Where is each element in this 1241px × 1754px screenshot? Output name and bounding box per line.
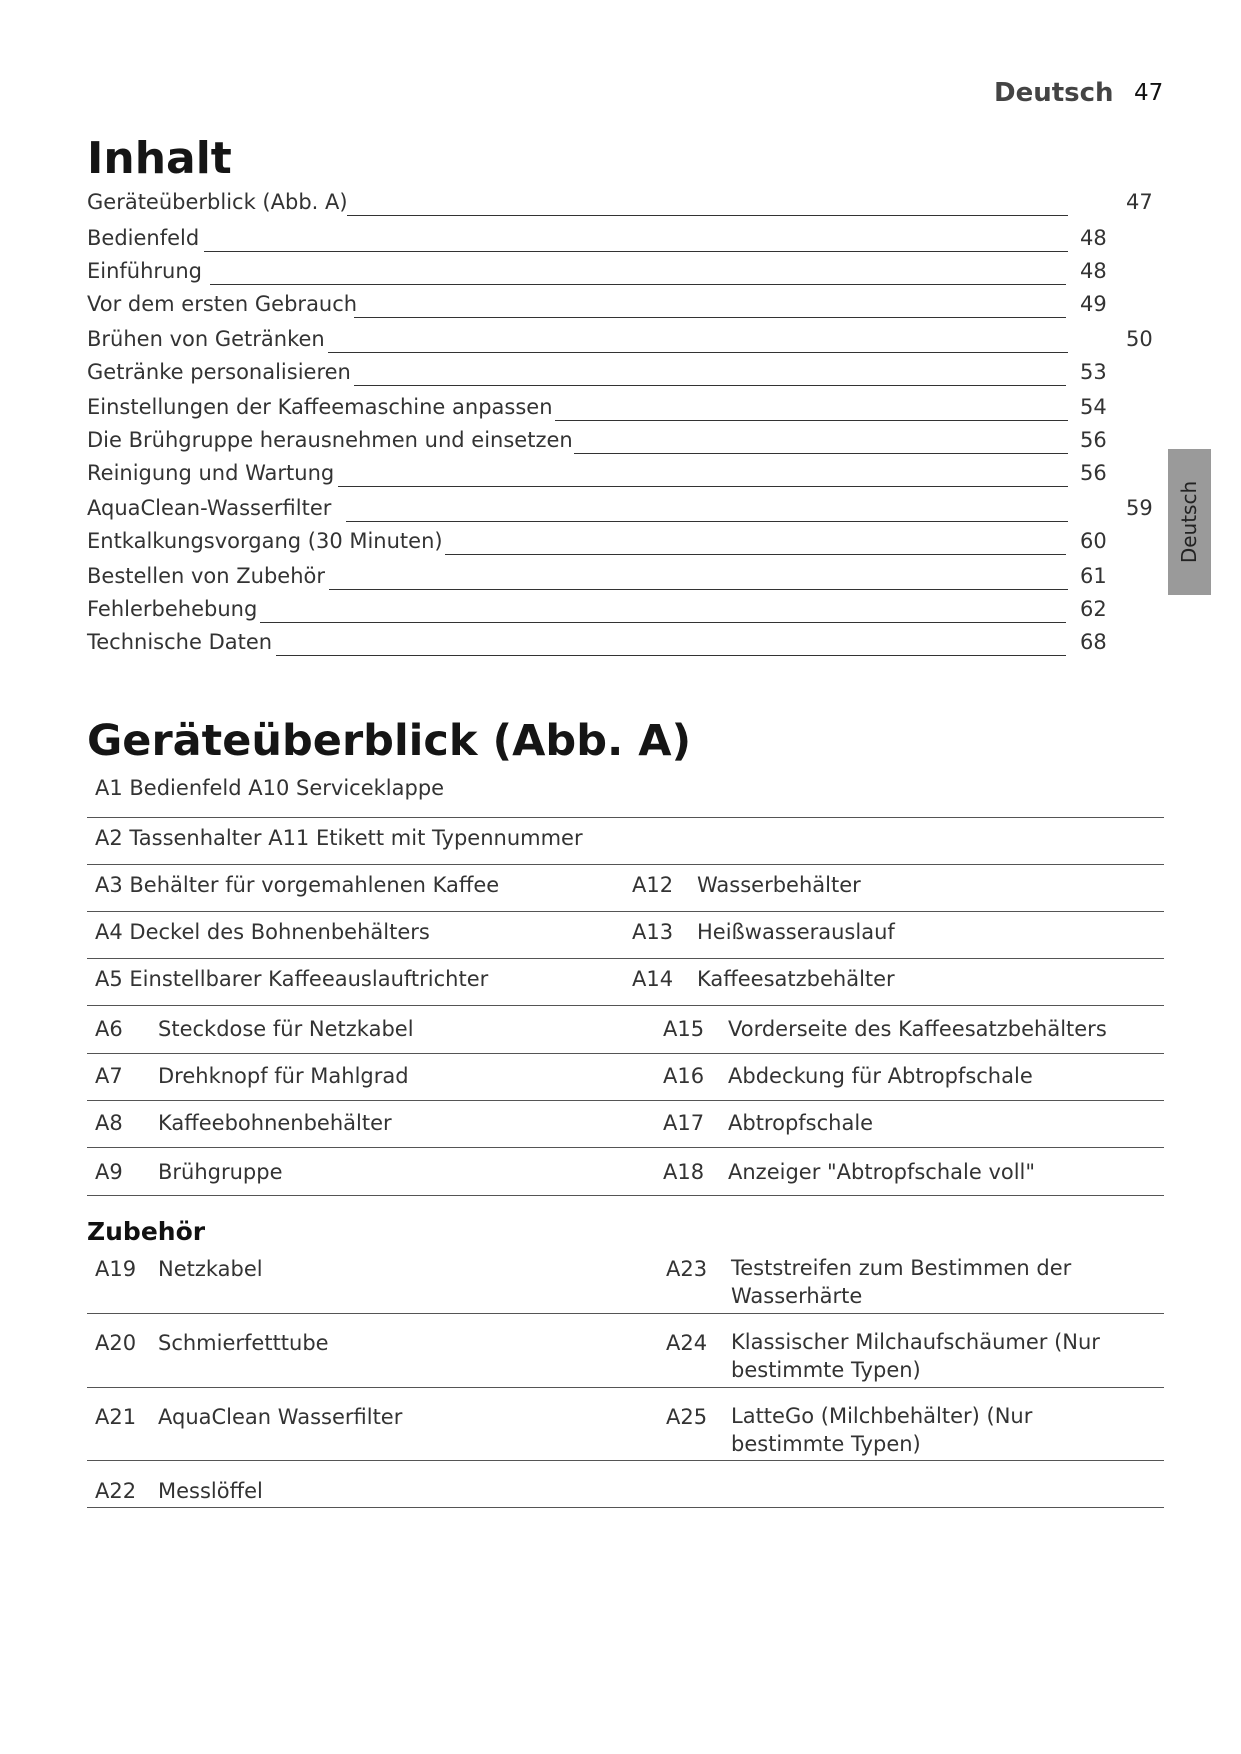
toc-entry-label: AquaClean-Wasserfilter — [87, 496, 332, 520]
toc-entry-label: Einführung — [87, 259, 203, 283]
toc-entry-page: 59 — [1126, 496, 1153, 520]
toc-entry-page: 62 — [1080, 597, 1107, 621]
toc-entry-page: 53 — [1080, 360, 1107, 384]
toc-entry-label: Technische Daten — [87, 630, 273, 654]
toc-leader-line — [347, 215, 1068, 216]
toc-entry-page: 61 — [1080, 564, 1107, 588]
part-label-left: A4 Deckel des Bohnenbehälters — [95, 920, 430, 944]
toc-entry-page: 68 — [1080, 630, 1107, 654]
table-divider — [87, 1460, 1164, 1461]
table-divider — [87, 911, 1164, 912]
toc-entry-page: 48 — [1080, 226, 1107, 250]
part-code-left: A9 — [95, 1160, 123, 1184]
table-divider — [87, 1147, 1164, 1148]
table-divider — [87, 864, 1164, 865]
toc-leader-line — [574, 453, 1068, 454]
toc-entry[interactable] — [87, 564, 1167, 594]
toc-leader-line — [276, 655, 1066, 656]
toc-entry[interactable] — [87, 461, 1167, 491]
toc-entry[interactable] — [87, 190, 1167, 220]
overview-row-text: A1 Bedienfeld A10 Serviceklappe — [95, 776, 445, 800]
accessory-name-right: Teststreifen zum Bestimmen der Wasserhärte — [731, 1256, 1072, 1308]
toc-entry[interactable] — [87, 496, 1167, 526]
accessory-code-left: A21 — [95, 1405, 137, 1429]
toc-entry-page: 50 — [1126, 327, 1153, 351]
toc-entry[interactable] — [87, 226, 1167, 256]
accessory-code-right: A23 — [666, 1257, 708, 1281]
part-name-right: Abdeckung für Abtropfschale — [728, 1064, 1033, 1088]
toc-entry[interactable] — [87, 630, 1167, 660]
toc-leader-line — [346, 521, 1068, 522]
toc-leader-line — [338, 486, 1068, 487]
part-code-right: A18 — [663, 1160, 705, 1184]
toc-entry-label: Geräteüberblick (Abb. A) — [87, 190, 348, 214]
toc-entry[interactable] — [87, 597, 1167, 627]
accessory-name-left: Schmierfetttube — [158, 1331, 329, 1355]
table-divider — [87, 958, 1164, 959]
part-code-right: A12 — [632, 873, 674, 897]
accessory-code-right: A25 — [666, 1405, 708, 1429]
part-code-left: A7 — [95, 1064, 123, 1088]
table-divider — [87, 1195, 1164, 1196]
part-code-right: A14 — [632, 967, 674, 991]
toc-entry-label: Fehlerbehebung — [87, 597, 258, 621]
toc-entry-label: Brühen von Getränken — [87, 327, 325, 351]
toc-entry[interactable] — [87, 395, 1167, 425]
part-name-right: Kaffeesatzbehälter — [697, 967, 895, 991]
part-code-left: A6 — [95, 1017, 123, 1041]
toc-leader-line — [354, 385, 1066, 386]
toc-title: Inhalt — [87, 133, 232, 184]
toc-entry-label: Entkalkungsvorgang (30 Minuten) — [87, 529, 443, 553]
toc-entry-label: Getränke personalisieren — [87, 360, 351, 384]
accessories-title: Zubehör — [87, 1217, 206, 1246]
overview-row-text: A2 Tassenhalter A11 Etikett mit Typennummer — [95, 826, 583, 850]
toc-leader-line — [328, 352, 1068, 353]
toc-entry-page: 48 — [1080, 259, 1107, 283]
table-divider — [87, 1313, 1164, 1314]
table-divider — [87, 817, 1164, 818]
toc-leader-line — [445, 554, 1066, 555]
part-name-left: Kaffeebohnenbehälter — [158, 1111, 392, 1135]
toc-leader-line — [260, 622, 1066, 623]
toc-entry[interactable] — [87, 259, 1167, 289]
language-side-tab[interactable] — [1168, 449, 1211, 595]
toc-entry-label: Bestellen von Zubehör — [87, 564, 325, 588]
table-divider — [87, 1005, 1164, 1006]
toc-leader-line — [210, 284, 1066, 285]
toc-leader-line — [204, 251, 1068, 252]
accessory-name-right: Klassischer Milchaufschäumer (Nur bestimmte Typen) — [731, 1330, 1100, 1382]
toc-entry-page: 47 — [1126, 190, 1153, 214]
table-divider — [87, 1053, 1164, 1054]
table-divider — [87, 1507, 1164, 1508]
part-name-right: Vorderseite des Kaffeesatzbehälters — [728, 1017, 1107, 1041]
part-code-right: A15 — [663, 1017, 705, 1041]
part-code-right: A13 — [632, 920, 674, 944]
table-divider — [87, 1387, 1164, 1388]
toc-entry-label: Vor dem ersten Gebrauch — [87, 292, 358, 316]
part-code-right: A16 — [663, 1064, 705, 1088]
toc-leader-line — [354, 317, 1066, 318]
accessory-name-left: Messlöffel — [158, 1479, 263, 1503]
toc-entry-label: Bedienfeld — [87, 226, 200, 250]
toc-leader-line — [329, 589, 1068, 590]
part-name-left: Steckdose für Netzkabel — [158, 1017, 414, 1041]
toc-entry[interactable] — [87, 292, 1167, 322]
toc-leader-line — [555, 420, 1068, 421]
toc-entry-page: 56 — [1080, 428, 1107, 452]
part-label-left: A3 Behälter für vorgemahlenen Kaffee — [95, 873, 500, 897]
part-name-right: Abtropfschale — [728, 1111, 874, 1135]
accessory-code-left: A19 — [95, 1257, 137, 1281]
part-code-right: A17 — [663, 1111, 705, 1135]
overview-title: Geräteüberblick (Abb. A) — [87, 716, 692, 766]
accessory-name-right: LatteGo (Milchbehälter) (Nur bestimmte Typen) — [731, 1404, 1033, 1456]
toc-entry-label: Einstellungen der Kaffeemaschine anpassen — [87, 395, 553, 419]
toc-entry-page: 49 — [1080, 292, 1107, 316]
toc-entry-page: 54 — [1080, 395, 1107, 419]
accessory-code-left: A22 — [95, 1479, 137, 1503]
side-tab-label: Deutsch — [1177, 480, 1202, 564]
accessory-name-left: AquaClean Wasserfilter — [158, 1405, 403, 1429]
header-page-number: 47 — [1134, 80, 1164, 106]
part-code-left: A8 — [95, 1111, 123, 1135]
accessory-name-left: Netzkabel — [158, 1257, 263, 1281]
accessory-code-left: A20 — [95, 1331, 137, 1355]
part-name-right: Wasserbehälter — [697, 873, 861, 897]
toc-entry[interactable] — [87, 529, 1167, 559]
toc-entry-page: 60 — [1080, 529, 1107, 553]
part-name-right: Heißwasserauslauf — [697, 920, 895, 944]
table-divider — [87, 1100, 1164, 1101]
accessory-code-right: A24 — [666, 1331, 708, 1355]
toc-entry-label: Die Brühgruppe herausnehmen und einsetzen — [87, 428, 573, 452]
part-name-left: Drehknopf für Mahlgrad — [158, 1064, 409, 1088]
part-name-left: Brühgruppe — [158, 1160, 283, 1184]
toc-entry[interactable] — [87, 360, 1167, 390]
toc-entry[interactable] — [87, 327, 1167, 357]
part-label-left: A5 Einstellbarer Kaffeeauslauftrichter — [95, 967, 489, 991]
toc-entry-label: Reinigung und Wartung — [87, 461, 335, 485]
toc-entry[interactable] — [87, 428, 1167, 458]
header-language: Deutsch — [994, 78, 1114, 108]
part-name-right: Anzeiger "Abtropfschale voll" — [728, 1160, 1036, 1184]
toc-entry-page: 56 — [1080, 461, 1107, 485]
